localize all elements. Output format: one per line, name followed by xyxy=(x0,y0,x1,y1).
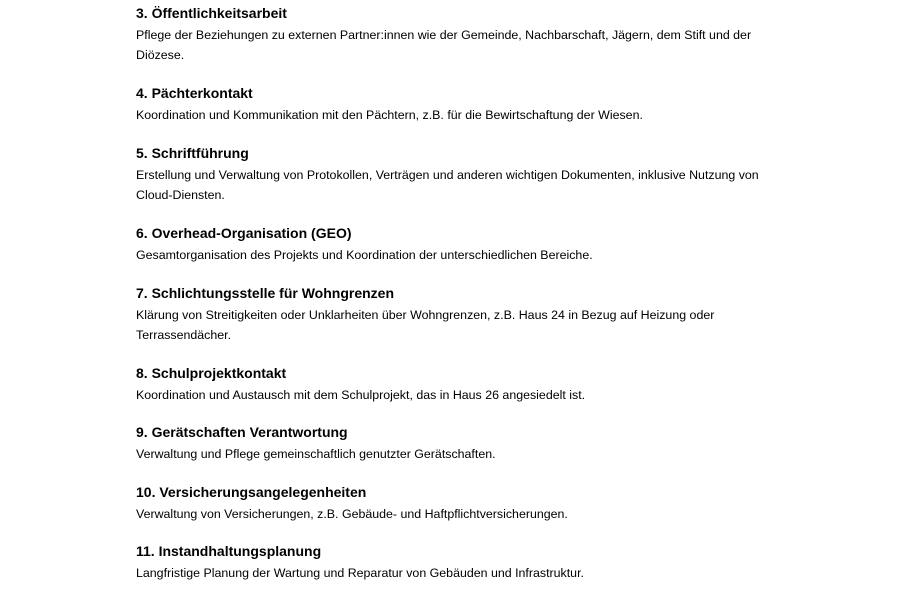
section-versicherungsangelegenheiten xyxy=(136,482,796,524)
section-heading: 4. Pächterkontakt xyxy=(136,85,253,101)
section-paechterkontakt xyxy=(136,83,796,125)
section-instandhaltungsplanung xyxy=(136,541,796,583)
section-heading: 11. Instandhaltungsplanung xyxy=(136,543,322,559)
section-heading: 9. Gerätschaften Verantwortung xyxy=(136,424,348,440)
section-heading: 6. Overhead-Organisation (GEO) xyxy=(136,225,352,241)
section-body: Gesamtorganisation des Projekts und Koordination der unterschiedlichen Bereiche. xyxy=(136,248,593,262)
section-schriftfuehrung xyxy=(136,143,796,205)
section-heading: 10. Versicherungsangelegenheiten xyxy=(136,484,367,500)
section-body: Koordination und Kommunikation mit den Pächtern, z.B. für die Bewirtschaftung der Wiesen. xyxy=(136,108,643,122)
section-body: Klärung von Streitigkeiten oder Unklarheiten über Wohngrenzen, z.B. Haus 24 in Bezug auf Heizung oder Terrassendächer. xyxy=(136,308,715,342)
section-heading: 8. Schulprojektkontakt xyxy=(136,365,287,381)
section-oeffentlichkeitsarbeit xyxy=(136,3,796,65)
section-body: Pflege der Beziehungen zu externen Partner:innen wie der Gemeinde, Nachbarschaft, Jägern, dem Stift und der Diözese. xyxy=(136,28,752,62)
section-heading: 7. Schlichtungsstelle für Wohngrenzen xyxy=(136,285,394,301)
section-body: Koordination und Austausch mit dem Schulprojekt, das in Haus 26 angesiedelt ist. xyxy=(136,388,586,402)
section-heading: 5. Schriftführung xyxy=(136,145,249,161)
section-overhead-organisation xyxy=(136,223,796,265)
section-schulprojektkontakt xyxy=(136,363,796,405)
section-body: Erstellung und Verwaltung von Protokollen, Verträgen und anderen wichtigen Dokumenten, inklusive Nutzung von Cloud-Diensten. xyxy=(136,168,759,202)
section-body: Verwaltung von Versicherungen, z.B. Gebäude- und Haftpflichtversicherungen. xyxy=(136,507,568,521)
section-heading: 3. Öffentlichkeitsarbeit xyxy=(136,5,287,21)
section-body: Verwaltung und Pflege gemeinschaftlich genutzter Gerätschaften. xyxy=(136,447,496,461)
section-body: Langfristige Planung der Wartung und Reparatur von Gebäuden und Infrastruktur. xyxy=(136,566,584,580)
section-schlichtungsstelle xyxy=(136,283,796,345)
section-geraetschaften xyxy=(136,422,796,464)
